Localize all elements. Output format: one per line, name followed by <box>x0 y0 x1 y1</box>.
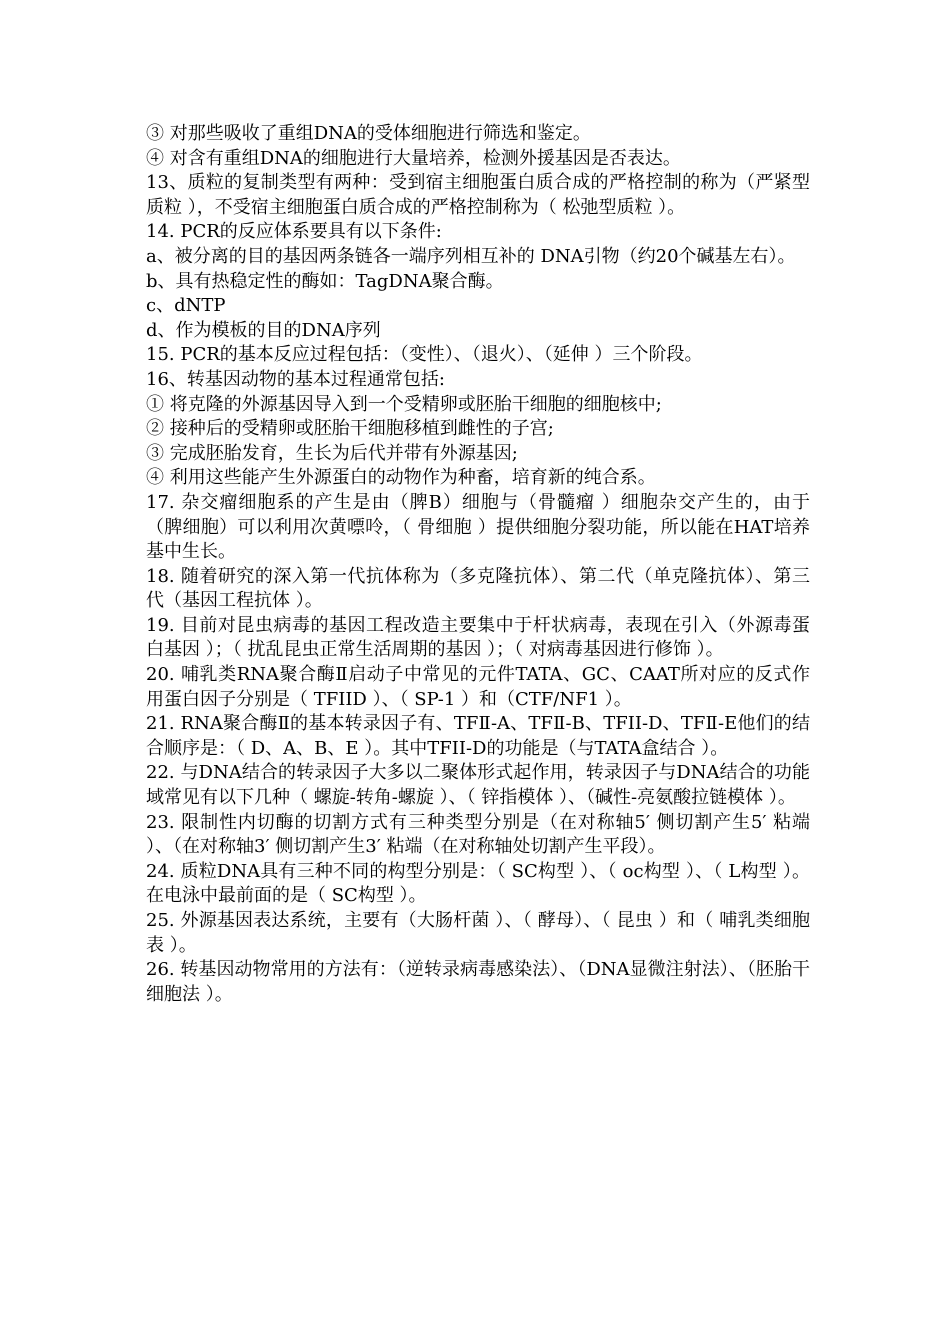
paragraph-5: a、被分离的目的基因两条链各一端序列相互补的 DNA引物（约20个碱基左右）。 <box>146 245 796 267</box>
paragraph-21: 23. 限制性内切酶的切割方式有三种类型分别是（在对称轴5′ 侧切割产生5′ 粘端 ）、（在对称轴3′ 侧切割产生3′ 粘端（在对称轴处切割产生平段）。 <box>146 811 810 858</box>
paragraph-1: ③ 对那些吸收了重组DNA的受体细胞进行筛选和鉴定。 <box>146 123 591 144</box>
paragraph-22: 24. 质粒DNA具有三种不同的构型分别是：（ SC构型 ）、（ oc构型 ）、（ L构型 ）。在电泳中最前面的是（ SC构型 ）。 <box>146 860 810 907</box>
paragraph-16: 18. 随着研究的深入第一代抗体称为（多克隆抗体）、第二代（单克隆抗体）、第三代（基因工程抗体 ）。 <box>146 565 810 612</box>
paragraph-20: 22. 与DNA结合的转录因子大多以二聚体形式起作用，转录因子与DNA结合的功能域常见有以下几种（ 螺旋-转角-螺旋 ）、（ 锌指模体 ）、（碱性-亮氨酸拉链模体 ）。 <box>146 762 810 809</box>
paragraph-7: c、dNTP <box>146 295 226 317</box>
paragraph-11: ① 将克隆的外源基因导入到一个受精卵或胚胎干细胞的细胞核中; <box>146 393 662 415</box>
paragraph-8: d、作为模板的目的DNA序列 <box>146 319 381 341</box>
paragraph-12: ② 接种后的受精卵或胚胎干细胞移植到雌性的子宫; <box>146 418 554 440</box>
paragraph-13: ③ 完成胚胎发育，生长为后代并带有外源基因; <box>146 442 518 464</box>
paragraph-4: 14. PCR的反应体系要具有以下条件: <box>146 221 442 243</box>
paragraph-19: 21. RNA聚合酶Ⅱ的基本转录因子有、TFⅡ-A、TFⅡ-B、TFII-D、TFⅡ-E他们的结合顺序是：（ D、A、B、E ）。其中TFII-D的功能是（与TATA盒结合 ）。 <box>146 713 810 759</box>
paragraph-15: 17. 杂交瘤细胞系的产生是由（脾B）细胞与（骨髓瘤 ）细胞杂交产生的，由于（脾细胞）可以利用次黄嘌呤，（ 骨细胞 ）提供细胞分裂功能，所以能在HAT培养基中生长。 <box>146 491 810 563</box>
document-body <box>146 122 810 1007</box>
paragraph-17: 19. 目前对昆虫病毒的基因工程改造主要集中于杆状病毒，表现在引入（外源毒蛋白基因 ）；（ 扰乱昆虫正常生活周期的基因 ）；（ 对病毒基因进行修饰 ）。 <box>146 614 810 661</box>
paragraph-9: 15. PCR的基本反应过程包括：（变性）、（退火）、（延伸 ）三个阶段。 <box>146 344 703 366</box>
paragraph-14: ④ 利用这些能产生外源蛋白的动物作为种畜，培育新的纯合系。 <box>146 467 656 489</box>
paragraph-18: 20. 哺乳类RNA聚合酶Ⅱ启动子中常见的元件TATA、GC、CAAT所对应的反式作用蛋白因子分别是（ TFIID ）、（ SP-1 ）和（CTF/NF1 ）。 <box>146 664 810 710</box>
paragraph-2: ④ 对含有重组DNA的细胞进行大量培养，检测外援基因是否表达。 <box>146 147 681 169</box>
paragraph-3: 13、质粒的复制类型有两种：受到宿主细胞蛋白质合成的严格控制的称为（严紧型质粒 ），不受宿主细胞蛋白质合成的严格控制称为（ 松弛型质粒 ）。 <box>146 172 810 218</box>
paragraph-23: 25. 外源基因表达系统，主要有（大肠杆菌 ）、（ 酵母）、（ 昆虫 ）和（ 哺乳类细胞表 ）。 <box>146 910 810 956</box>
paragraph-6: b、具有热稳定性的酶如：TagDNA聚合酶。 <box>146 270 504 292</box>
paragraph-24: 26. 转基因动物常用的方法有：（逆转录病毒感染法）、（DNA显微注射法）、（胚胎干细胞法 ）。 <box>146 959 810 1005</box>
paragraph-10: 16、转基因动物的基本过程通常包括: <box>146 368 445 390</box>
